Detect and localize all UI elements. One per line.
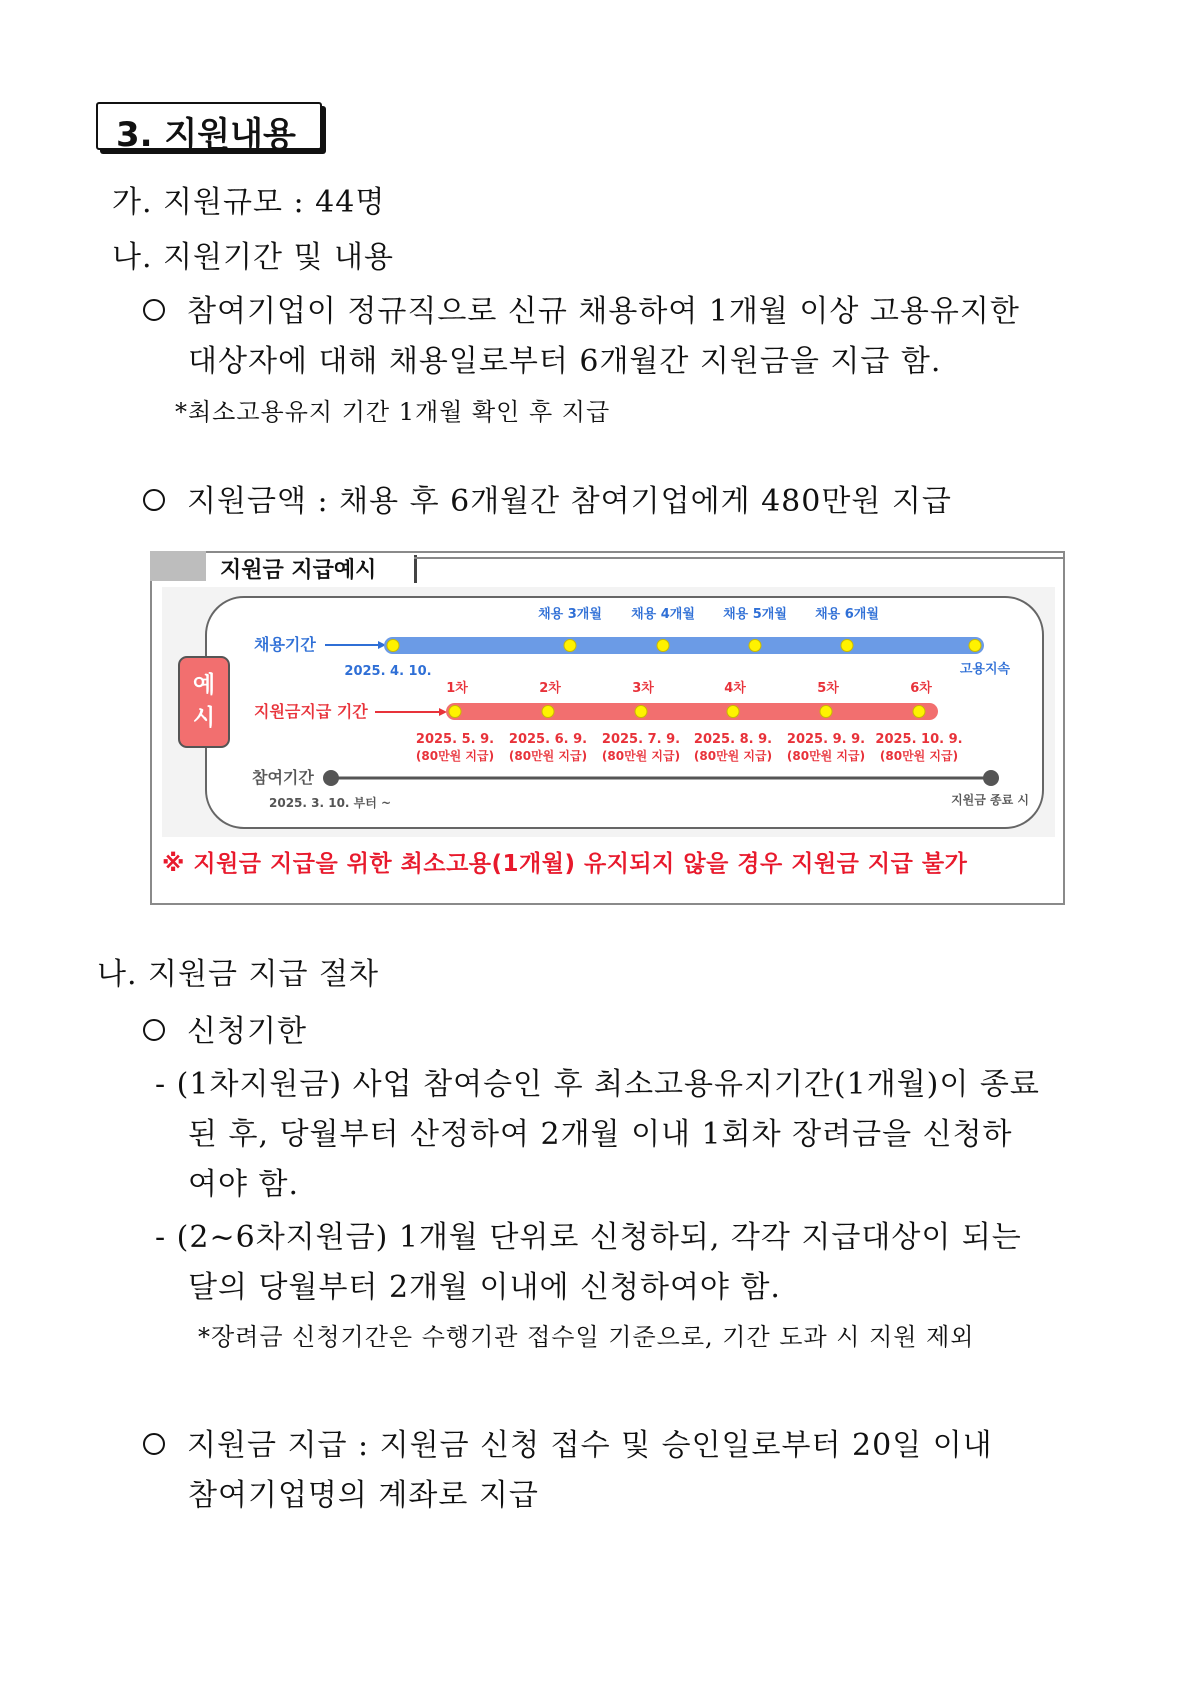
note-application-period: *장려금 신청기간은 수행기관 접수일 기준으로, 기간 도과 시 지원 제외 bbox=[198, 1323, 975, 1351]
figure-title-rule bbox=[414, 557, 1065, 559]
hire-month-3: 채용 3개월 bbox=[538, 607, 602, 622]
participation-start: 2025. 3. 10. 부터 ~ bbox=[269, 796, 392, 810]
payment-round-6: 6차 bbox=[910, 681, 932, 696]
bullet-employment-line1: 참여기업이 정규직으로 신규 채용하여 1개월 이상 고용유지한 bbox=[187, 294, 1020, 329]
payment-round-1: 1차 bbox=[446, 681, 468, 696]
note-minimum-employment: *최소고용유지 기간 1개월 확인 후 지급 bbox=[175, 398, 611, 426]
timeline-diagram bbox=[162, 587, 1055, 837]
payment-dot-1 bbox=[449, 706, 461, 718]
payment-round-5: 5차 bbox=[817, 681, 839, 696]
later-payment-line1: - (2~6차지원금) 1개월 단위로 신청하되, 각각 지급대상이 되는 bbox=[155, 1220, 1022, 1255]
payment-dot-4 bbox=[727, 706, 739, 718]
application-deadline-label: 신청기한 bbox=[187, 1014, 307, 1049]
participation-start-dot bbox=[323, 770, 339, 786]
first-payment-line1: - (1차지원금) 사업 참여승인 후 최소고용유지기간(1개월)이 종료 bbox=[155, 1067, 1040, 1102]
payment-date-1: 2025. 5. 9. bbox=[415, 732, 495, 747]
payment-round-2: 2차 bbox=[539, 681, 561, 696]
example-badge-char-2: 시 bbox=[192, 705, 216, 731]
hire-month-4: 채용 4개월 bbox=[631, 607, 695, 622]
hire-dot-4 bbox=[749, 640, 761, 652]
payment-date-4: 2025. 8. 9. bbox=[693, 732, 773, 747]
example-badge bbox=[179, 657, 229, 747]
participation-end: 지원금 종료 시 bbox=[951, 793, 1029, 807]
later-payment-line2: 달의 당월부터 2개월 이내에 신청하여야 함. bbox=[188, 1270, 781, 1305]
hire-dot-3 bbox=[657, 640, 669, 652]
payment-period-label: 지원금지급 기간 bbox=[254, 702, 368, 721]
bullet-employment bbox=[143, 286, 1020, 330]
figure-title-tab bbox=[150, 551, 206, 581]
payment-date-3: 2025. 7. 9. bbox=[601, 732, 681, 747]
circle-bullet-icon bbox=[143, 299, 165, 321]
payment-amount-6: (80만원 지급) bbox=[879, 749, 959, 763]
hire-dot-2 bbox=[564, 640, 576, 652]
payment-example-figure bbox=[150, 551, 1065, 905]
circle-bullet-icon bbox=[143, 1019, 165, 1041]
payment-delivery bbox=[143, 1420, 993, 1464]
bullet-amount bbox=[143, 476, 952, 520]
payment-round-3: 3차 bbox=[632, 681, 654, 696]
payment-dot-6 bbox=[913, 706, 925, 718]
payment-amount-3: (80만원 지급) bbox=[601, 749, 681, 763]
procedure-heading: 나. 지원금 지급 절차 bbox=[97, 957, 379, 992]
support-scale: 가. 지원규모 : 44명 bbox=[112, 185, 386, 220]
payment-dot-5 bbox=[820, 706, 832, 718]
support-period-heading: 나. 지원기간 및 내용 bbox=[112, 240, 394, 275]
hire-period-label: 채용기간 bbox=[254, 635, 316, 654]
first-payment-line2: 된 후, 당월부터 산정하여 2개월 이내 1회차 장려금을 신청하 bbox=[188, 1117, 1013, 1152]
hire-end-label: 고용지속 bbox=[959, 662, 1011, 677]
figure-title: 지원금 지급예시 bbox=[220, 558, 377, 583]
payment-delivery-line1: 지원금 지급 : 지원금 신청 접수 및 승인일로부터 20일 이내 bbox=[187, 1428, 993, 1463]
example-badge-char-1: 예 bbox=[192, 672, 216, 698]
hire-month-6: 채용 6개월 bbox=[815, 607, 879, 622]
participation-end-dot bbox=[983, 770, 999, 786]
hire-dot-6 bbox=[969, 640, 981, 652]
hire-start-date: 2025. 4. 10. bbox=[344, 664, 432, 679]
first-payment-line3: 여야 함. bbox=[188, 1167, 300, 1202]
payment-round-4: 4차 bbox=[724, 681, 746, 696]
hire-dot-5 bbox=[841, 640, 853, 652]
payment-amount-5: (80만원 지급) bbox=[786, 749, 866, 763]
figure-warning-note: ※ 지원금 지급을 위한 최소고용(1개월) 유지되지 않을 경우 지원금 지급 불가 bbox=[162, 851, 968, 877]
circle-bullet-icon bbox=[143, 489, 165, 511]
section-title: 3. 지원내용 bbox=[116, 115, 296, 155]
hire-period-bar bbox=[384, 637, 984, 654]
payment-dot-3 bbox=[635, 706, 647, 718]
payment-period-bar bbox=[446, 703, 938, 720]
payment-date-2: 2025. 6. 9. bbox=[508, 732, 588, 747]
payment-date-6: 2025. 10. 9. bbox=[875, 732, 963, 747]
payment-date-5: 2025. 9. 9. bbox=[786, 732, 866, 747]
circle-bullet-icon bbox=[143, 1433, 165, 1455]
application-deadline bbox=[143, 1006, 307, 1050]
bullet-amount-text: 지원금액 : 채용 후 6개월간 참여기업에게 480만원 지급 bbox=[187, 484, 952, 519]
participation-label: 참여기간 bbox=[252, 768, 314, 787]
payment-amount-1: (80만원 지급) bbox=[415, 749, 495, 763]
payment-delivery-line2: 참여기업명의 계좌로 지급 bbox=[188, 1478, 539, 1513]
bullet-employment-line2: 대상자에 대해 채용일로부터 6개월간 지원금을 지급 함. bbox=[188, 344, 942, 379]
payment-amount-4: (80만원 지급) bbox=[693, 749, 773, 763]
payment-amount-2: (80만원 지급) bbox=[508, 749, 588, 763]
section-title-box bbox=[96, 102, 322, 155]
payment-dot-2 bbox=[542, 706, 554, 718]
hire-dot-1 bbox=[387, 640, 399, 652]
figure-title-divider bbox=[414, 555, 417, 583]
hire-month-5: 채용 5개월 bbox=[723, 607, 787, 622]
